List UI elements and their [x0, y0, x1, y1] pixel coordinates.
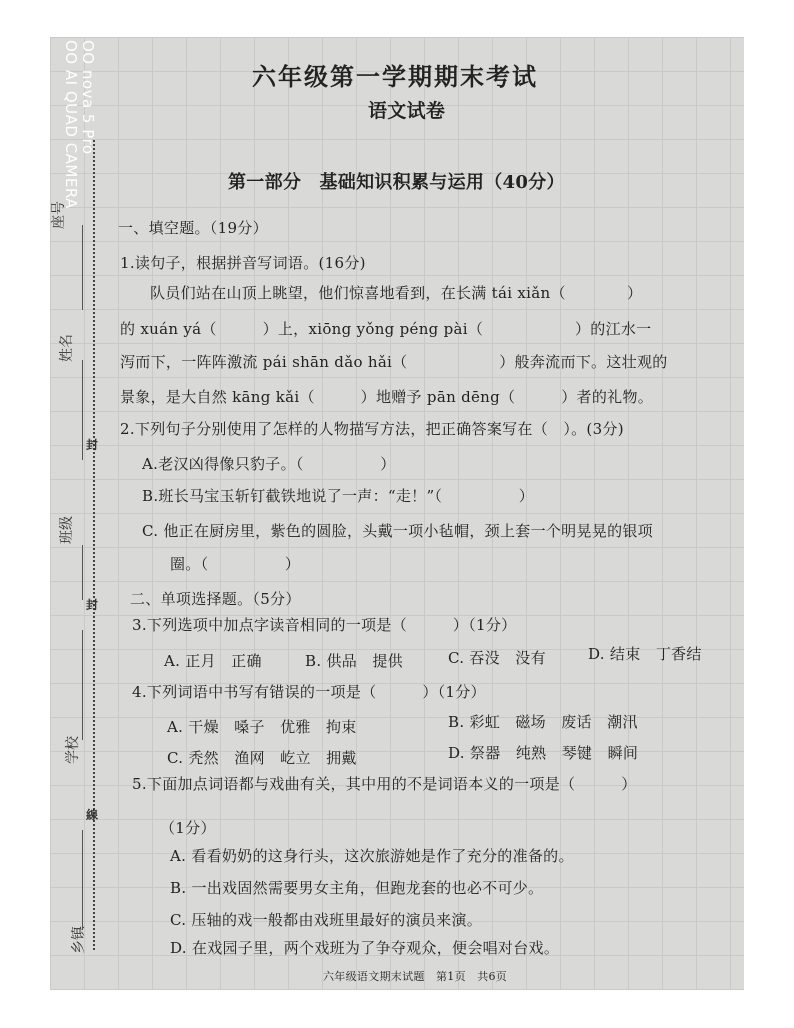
- name-label: 姓名: [59, 334, 75, 362]
- q4-option-b: B. 彩虹 磁场 废话 潮汛: [448, 713, 638, 731]
- q3-option-c: C. 吞没 没有: [448, 649, 546, 667]
- q3-prompt: 3.下列选项中加点字读音相同的一项是（ ）（1分）: [132, 616, 517, 634]
- q4-option-c: C. 秃然 渔网 屹立 拥戴: [167, 749, 357, 767]
- q2-option-b: B.班长马宝玉斩钉截铁地说了一声：“走！”（ ）: [142, 487, 535, 505]
- school-blank: [82, 630, 83, 740]
- section-2-heading: 二、单项选择题。（5分）: [130, 590, 301, 608]
- seal-mark-1: 封: [86, 438, 99, 452]
- section-1-heading: 一、填空题。（19分）: [118, 219, 268, 237]
- town-blank: [82, 830, 83, 930]
- q4-option-a: A. 干燥 嗓子 优雅 拘束: [167, 718, 357, 736]
- q1-line-4: 景象，是大自然 kāng kǎi（ ）地赠予 pān dēng（ ）者的礼物。: [120, 388, 654, 406]
- q5-option-a: A. 看看奶奶的这身行头，这次旅游她是作了充分的准备的。: [170, 847, 574, 865]
- watermark-line-1: OO nova 5 Pro: [79, 40, 97, 155]
- exam-title: 六年级第一学期期末考试: [252, 62, 538, 91]
- q5-option-b: B. 一出戏固然需要男女主角，但跑龙套的也必不可少。: [170, 879, 544, 897]
- q4-prompt: 4.下列词语中书写有错误的一项是（ ）（1分）: [132, 683, 486, 701]
- q3-option-b: B. 供品 提供: [305, 652, 403, 670]
- part-heading: 第一部分 基础知识积累与运用（40分）: [228, 172, 565, 193]
- q1-line-3: 泻而下，一阵阵激流 pái shān dǎo hǎi（ ）般奔流而下。这壮观的: [120, 353, 668, 371]
- school-label: 学校: [65, 736, 81, 764]
- q4-option-d: D. 祭器 纯熟 琴键 瞬间: [448, 744, 639, 762]
- camera-watermark: [62, 40, 96, 209]
- seal-mark-2: 封: [86, 598, 99, 612]
- binding-line: [93, 140, 95, 950]
- q2-option-c-line-1: C. 他正在厨房里，紫色的圆脸，头戴一项小毡帽，颈上套一个明晃晃的银项: [142, 522, 653, 540]
- q3-option-d: D. 结束 丁香结: [588, 645, 702, 663]
- name-blank: [82, 360, 83, 460]
- q5-option-d: D. 在戏园子里，两个戏班为了争夺观众，便会唱对台戏。: [170, 939, 560, 957]
- page-footer: 六年级语文期末试题 第1页 共6页: [323, 970, 508, 983]
- q5-score: （1分）: [160, 819, 216, 837]
- q2-option-a: A.老汉凶得像只豹子。（ ）: [142, 455, 396, 473]
- class-label: 班级: [59, 516, 75, 544]
- q1-line-1: 队员们站在山顶上眺望，他们惊喜地看到，在长满 tái xiǎn（ ）: [150, 284, 643, 302]
- q5-option-c: C. 压轴的戏一般都由戏班里最好的演员来演。: [170, 911, 483, 929]
- q2-prompt: 2.下列句子分别使用了怎样的人物描写方法，把正确答案写在（ ）。(3分): [120, 420, 624, 438]
- class-blank: [82, 545, 83, 600]
- q3-option-a: A. 正月 正确: [164, 652, 262, 670]
- town-label: 乡镇: [71, 926, 87, 954]
- q1-prompt: 1.读句子，根据拼音写词语。(16分): [120, 254, 366, 272]
- seat-blank: [82, 225, 83, 310]
- seat-label: 座号: [51, 201, 67, 229]
- q1-line-2: 的 xuán yá（ ）上，xiōng yǒng péng pài（ ）的江水一: [120, 320, 652, 338]
- seal-mark-3: 線: [86, 808, 99, 822]
- q2-option-c-line-2: 圈。（ ）: [170, 555, 301, 573]
- q5-prompt: 5.下面加点词语都与戏曲有关，其中用的不是词语本义的一项是（ ）: [132, 775, 637, 793]
- exam-subtitle: 语文试卷: [368, 100, 446, 122]
- watermark-line-2: OO AI QUAD CAMERA: [62, 40, 80, 209]
